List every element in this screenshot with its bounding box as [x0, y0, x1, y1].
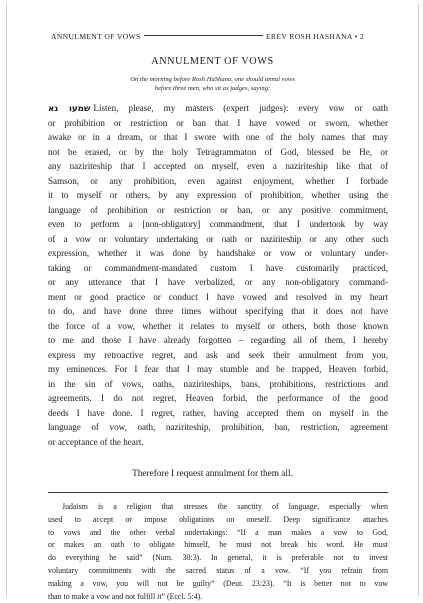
commentary-line: or makes an oath to obligate himself, he must not break his word. He must [48, 540, 388, 550]
body-line: taking or commandment-mandated custom I have customarily practiced, [48, 262, 388, 273]
body-line: my eminences. For I fear that I may stumble and be trapped, Heaven forbid, [48, 364, 388, 374]
commentary-line: do everything he said” (Num. 30:3). In general, it is preferable not to invest [48, 553, 388, 563]
body-line: or acceptance of the heart. [48, 436, 144, 447]
commentary-divider [48, 492, 388, 493]
prayer-book-page [6, 4, 419, 601]
hebrew-opening: שמעו נא [48, 104, 91, 114]
body-line: or any utterance that I have verbalized, or any non-obligatory command- [48, 277, 388, 287]
commentary-line: voluntary commitments with the sacred status of a vow. “If you refrain from [48, 565, 388, 575]
commentary-line: than to make a vow and not fulfill it” (Eccl. 5:4). [48, 591, 203, 601]
body-line: to do, and have done three times without specifying that it does not have [48, 306, 388, 316]
body-line: any naziriteship that I accepted on myself, even a naziriteship like that of [48, 161, 388, 171]
commentary-line: to vows and the other verbal undertakings: “If a man makes a vow to God, [48, 527, 388, 537]
body-line: שמעו נא Listen, please, my masters (expert judges): every vow or oath [48, 103, 388, 114]
commentary-line: Judaism is a religion that stresses the sanctity of language, especially when [62, 502, 388, 511]
body-line: ment or good practice or conduct I have vowed and resolved in my heart [48, 291, 388, 302]
body-line: in the sin of vows, oaths, naziriteships, bans, prohibitions, restrictions and [48, 378, 388, 389]
commentary-line: used to accept or impose obligations on oneself. Deep significance attaches [48, 514, 388, 524]
body-line: agreements. I do not regret, Heaven forbid, the performance of the good [48, 393, 388, 403]
body-line: express my retroactive regret, and ask and seek their annulment from you, [48, 349, 388, 360]
commentary-note [48, 501, 388, 603]
body-line: even to perform a [non-obligatory] commandment, that I undertook by way [48, 219, 388, 229]
instruction-text [67, 76, 358, 93]
running-header [51, 30, 364, 42]
instruction-line: On the morning before Rosh HaShana, one should annul vows [130, 76, 295, 83]
commentary-line: making a vow, you will not be guilty” (Deut. 23:23). “It is better not to vow [48, 578, 388, 588]
body-line: language of vow, oath, naziriteship, prohibition, ban, restriction, agreement [48, 422, 388, 432]
body-line: it to myself or others, by any expression of prohibition, whether using the [48, 190, 388, 200]
body-line: deeds I have done. I regret, rather, having accepted them on myself in the [48, 407, 388, 418]
body-line: awake or in a dream, or that I swore with one of the holy names that may [48, 132, 388, 142]
header-section-title: ANNULMENT OF VOWS [51, 31, 141, 41]
body-line: not be erased, or by the holy Tetragrammaton of God, blessed be He, or [48, 146, 388, 157]
body-line: or prohibition or restriction or ban that I have vowed or sworn, whether [48, 117, 388, 128]
body-line: Samson, or any prohibition, even against enjoyment, whether I forbade [48, 175, 388, 186]
body-line: language of prohibition or restriction or ban, or any positive commitment, [48, 204, 388, 215]
body-line: the force of a vow, whether it relates to myself or others, both those known [48, 320, 388, 331]
header-rule [144, 35, 263, 36]
body-line: to me and those I have already forgotten – regarding all of them, I hereby [48, 335, 388, 345]
instruction-line: before three men, who sit as judges, saying: [154, 84, 271, 92]
header-occasion-page: EREV ROSH HASHANA • 2 [265, 31, 364, 41]
body-line: expression, whether it was done by handshake or vow or voluntary under- [48, 248, 388, 258]
page-title: ANNULMENT OF VOWS [151, 56, 274, 67]
annulment-declaration [48, 101, 388, 449]
body-line: of a vow or voluntary undertaking or oath or naziriteship or any other such [48, 233, 388, 244]
concluding-request: Therefore I request annulment for them all. [132, 469, 293, 479]
